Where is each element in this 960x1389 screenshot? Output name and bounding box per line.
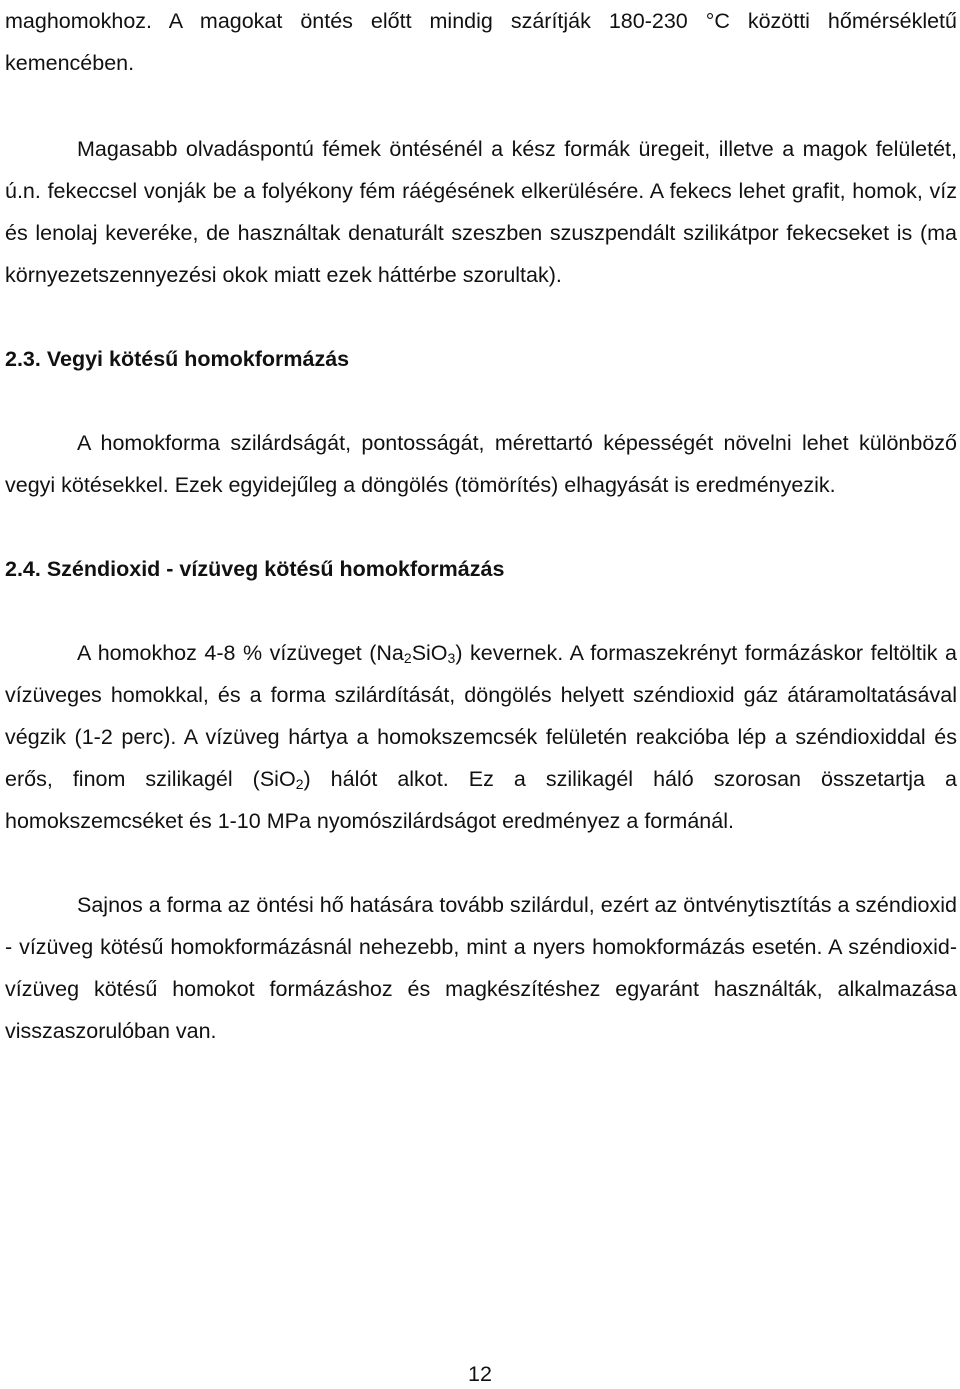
paragraph-intro: maghomokhoz. A magokat öntés előtt mindig szárítják 180-230 °C közötti hőmérsékletű kemencében. [5,9,957,75]
page-number: 12 [468,1362,492,1386]
subscript: 3 [447,650,456,666]
paragraph-vizuveg-text: ) kevernek. A formaszekrényt formázáskor feltöltik a vízüveges homokkal, és a forma szilárdítását, döngölés helyett széndioxid gáz átáramoltatásával végzik (1-2 perc). A vízüveg hártya a homokszemcsék felületén reakcióba lép a széndioxiddal és erős, finom szilikagél (SiO [5,641,957,791]
spacer [5,842,957,884]
subscript: 2 [295,776,304,792]
paragraph-vizuveg-text: ) hálót alkot. Ez a szilikagél háló szorosan összetartja a homokszemcséket és 1-10 MPa nyomószilárdságot eredményez a formánál. [5,767,957,833]
paragraph-fekecs: Magasabb olvadáspontú fémek öntésénél a kész formák üregeit, illetve a magok felületét, ú.n. fekeccsel vonják be a folyékony fém ráégésének elkerülésére. A fekecs lehet grafit, homok, víz és lenolaj keveréke, de használtak denaturált szeszben szuszpendált szilikátpor fekecseket is (ma környezetszennyezési okok miatt ezek háttérbe szorultak). [5,137,957,287]
spacer [5,590,957,632]
section-heading-2-4: 2.4. Széndioxid - vízüveg kötésű homokformázás [5,557,505,581]
document-page [5,0,957,1052]
paragraph-sajnos: Sajnos a forma az öntési hő hatására tovább szilárdul, ezért az öntvénytisztítás a széndioxid - vízüveg kötésű homokformázásnál nehezebb, mint a nyers homokformázás esetén. A széndioxid-vízüveg kötésű homokot formázáshoz és magkészítéshez egyaránt használták, alkalmazása visszaszorulóban van. [5,893,957,1043]
spacer [5,506,957,548]
spacer [5,380,957,422]
paragraph-vizuveg-text: SiO [411,641,448,665]
spacer [5,84,957,128]
spacer [5,296,957,338]
paragraph-vegyi-kotes: A homokforma szilárdságát, pontosságát, mérettartó képességét növelni lehet különböző vegyi kötésekkel. Ezek egyidejűleg a döngölés (tömörítés) elhagyását is eredményezik. [5,431,957,497]
subscript: 2 [403,650,412,666]
paragraph-vizuveg [5,632,957,842]
section-heading-2-3: 2.3. Vegyi kötésű homokformázás [5,347,350,371]
paragraph-vizuveg-text: A homokhoz 4-8 % vízüveget (Na [77,641,404,665]
